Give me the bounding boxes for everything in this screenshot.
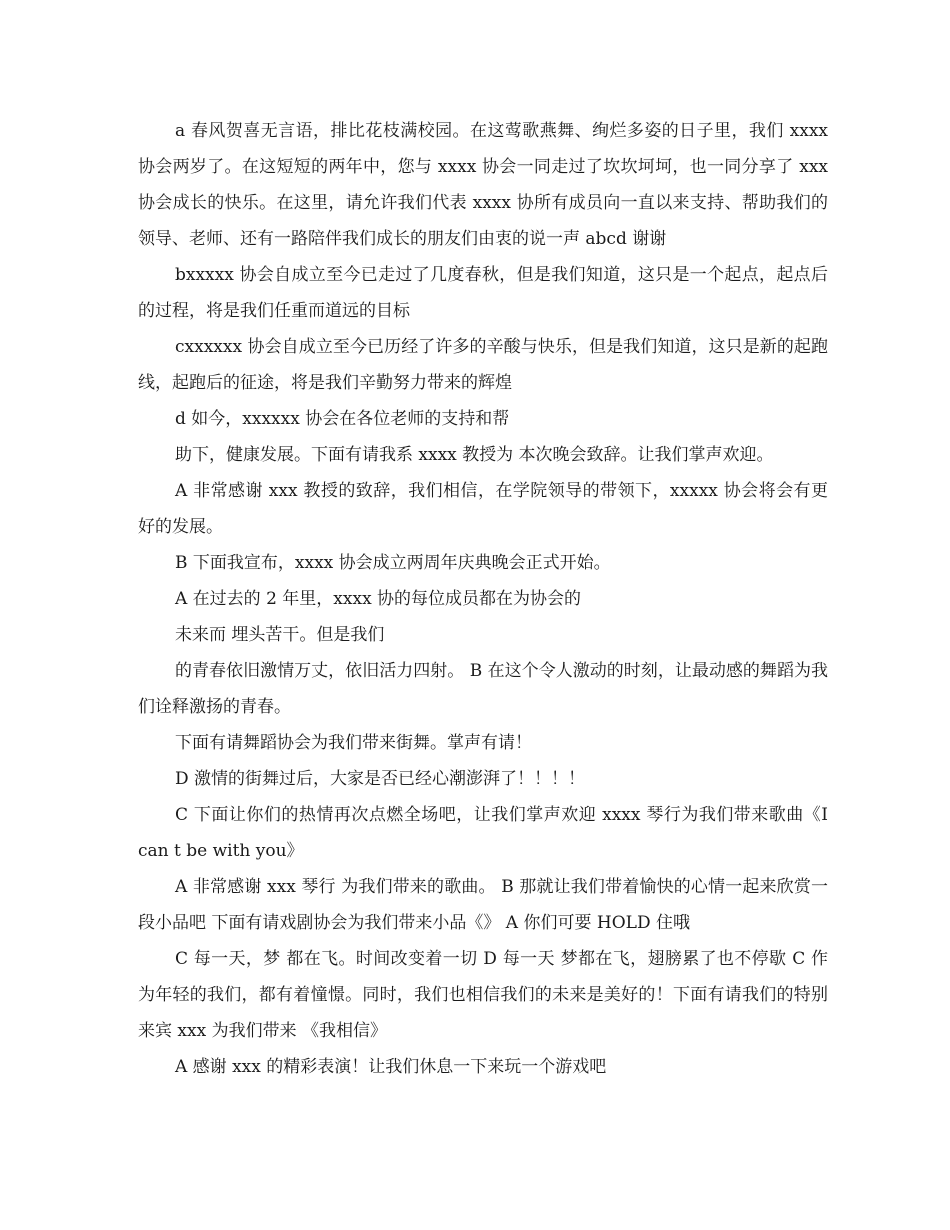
paragraph-d: d 如今，xxxxxx 协会在各位老师的支持和帮 bbox=[175, 409, 510, 429]
paragraph-a-sketch: A 非常感谢 xxx 琴行 为我们带来的歌曲。 B 那就让我们带着愉快的心情一起来欣赏一段小品吧 下面有请戏剧协会为我们带来小品《》 A 你们可要 HOLD 住哦 bbox=[138, 877, 828, 933]
document-body bbox=[138, 113, 828, 1085]
paragraph-d-continued: 助下，健康发展。下面有请我系 xxxx 教授为 本次晚会致辞。让我们掌声欢迎。 bbox=[175, 445, 774, 465]
paragraph-a-thanks: A 非常感谢 xxx 教授的致辞，我们相信，在学院领导的带领下，xxxxx 协会将会有更好的发展。 bbox=[138, 481, 828, 537]
paragraph-c-dream: C 每一天，梦 都在飞。时间改变着一切 D 每一天 梦都在飞，翅膀累了也不停歇 C 作为年轻的我们，都有着憧憬。同时，我们也相信我们的未来是美好的！下面有请我们的特别来宾 xxx 为我们带来 《我相信》 bbox=[138, 949, 828, 1041]
paragraph-a-game: A 感谢 xxx 的精彩表演！让我们休息一下来玩一个游戏吧 bbox=[175, 1057, 607, 1077]
paragraph-dance-intro: 下面有请舞蹈协会为我们带来街舞。掌声有请！ bbox=[175, 733, 532, 753]
paragraph-c: cxxxxxx 协会自成立至今已历经了许多的辛酸与快乐，但是我们知道，这只是新的起跑线，起跑后的征途，将是我们辛勤努力带来的辉煌 bbox=[138, 337, 828, 393]
paragraph-b-announce: B 下面我宣布，xxxx 协会成立两周年庆典晚会正式开始。 bbox=[175, 553, 611, 573]
paragraph-c-song-intro: C 下面让你们的热情再次点燃全场吧，让我们掌声欢迎 xxxx 琴行为我们带来歌曲《I can t be with you》 bbox=[138, 805, 828, 861]
paragraph-d-after-dance: D 激情的街舞过后，大家是否已经心潮澎湃了！！！！ bbox=[175, 769, 586, 789]
paragraph-opening: a 春风贺喜无言语，排比花枝满校园。在这莺歌燕舞、绚烂多姿的日子里，我们 xxxx 协会两岁了。在这短短的两年中，您与 xxxx 协会一同走过了坎坎坷坷，也一同分享了 xxx 协会成长的快乐。在这里，请允许我们代表 xxxx 协所有成员向一直以来支持、帮助我们的领导、老师、还有一路陪伴我们成长的朋友们由衷的说一声 abcd 谢谢 bbox=[138, 121, 828, 249]
paragraph-b: bxxxxx 协会自成立至今已走过了几度春秋，但是我们知道，这只是一个起点，起点后的过程，将是我们任重而道远的目标 bbox=[138, 265, 828, 321]
paragraph-youth: 的青春依旧激情万丈，依旧活力四射。 B 在这个令人激动的时刻，让最动感的舞蹈为我们诠释激扬的青春。 bbox=[138, 661, 828, 717]
paragraph-future: 未来而 埋头苦干。但是我们 bbox=[175, 625, 385, 645]
paragraph-a-past: A 在过去的 2 年里，xxxx 协的每位成员都在为协会的 bbox=[175, 589, 582, 609]
